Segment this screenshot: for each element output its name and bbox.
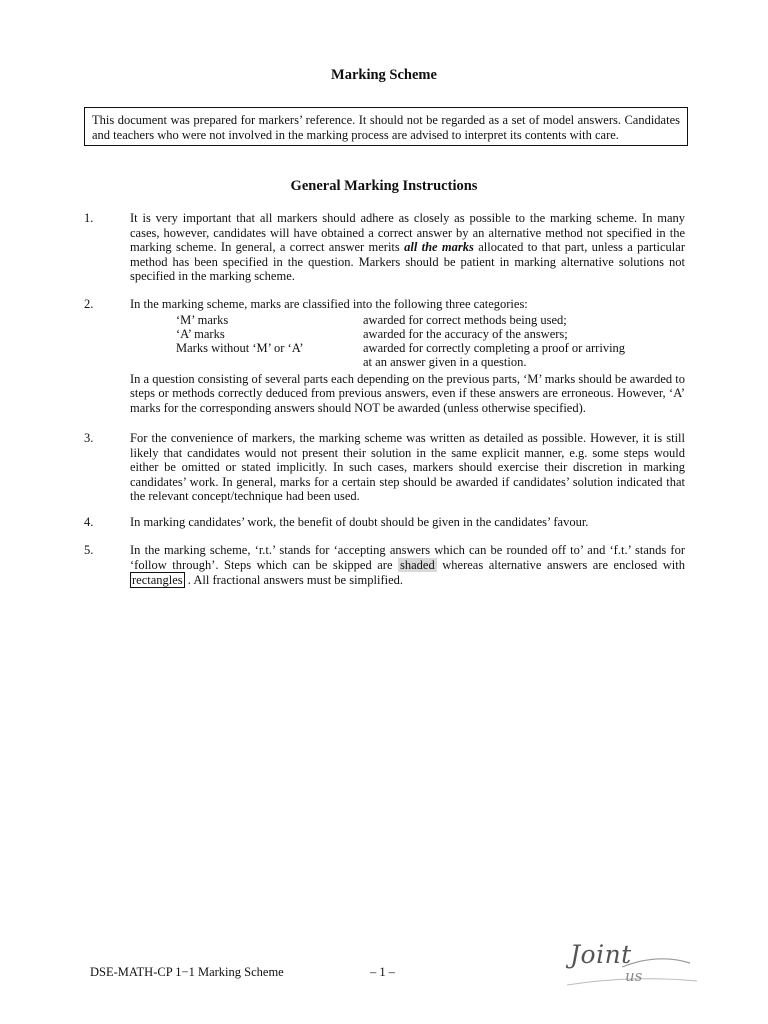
- item-text: For the convenience of markers, the marking scheme was written as detailed as possible. However, it is still likely that candidates would not present their solution in the same explicit manner, e.g. some steps would either be omitted or stated implicitly. In such cases, markers should exercise their discretion in marking candidates’ work. In general, marks for a certain step should be awarded if candidates’ solution indicated that the relevant concept/technique had been used.: [130, 431, 685, 503]
- category-label: ‘M’ marks: [176, 312, 229, 327]
- category-row: [176, 313, 696, 327]
- item-text: [130, 297, 685, 415]
- item-number: 4.: [84, 515, 94, 529]
- category-desc: awarded for correct methods being used;: [363, 312, 567, 327]
- category-desc: awarded for correctly completing a proof or arriving: [363, 340, 626, 355]
- category-row: [176, 327, 696, 341]
- logo-sub-text: us: [625, 967, 643, 985]
- category-row: [176, 341, 696, 355]
- boxed-example: rectangles: [132, 573, 183, 587]
- item-intro: In the marking scheme, marks are classified into the following three categories:: [130, 297, 528, 311]
- item-number: 5.: [84, 543, 94, 557]
- item-paragraph: In a question consisting of several parts each depending on the previous parts, ‘M’ marks should be awarded to steps or methods correctly deduced from previous answers, even if these answers are erroneous. However, ‘A’ marks for the corresponding answers should NOT be awarded (unless otherwise specified).: [130, 371, 685, 415]
- category-desc: awarded for the accuracy of the answers;: [363, 326, 568, 341]
- emphasis-text: all the marks: [404, 240, 474, 254]
- category-label: ‘A’ marks: [176, 326, 225, 341]
- shaded-example: shaded: [400, 558, 435, 572]
- category-desc: at an answer given in a question.: [363, 354, 527, 369]
- item-text: In the marking scheme, ‘r.t.’ stands for ‘accepting answers which can be rounded off to’ and ‘f.t.’ stands for ‘follow through’. Steps which can be skipped are shaded whereas alternative answers are enclosed with rectangles . All fractional answers must be simplified.: [130, 543, 685, 587]
- logo-main-text: Joint: [570, 940, 632, 969]
- item-number: 2.: [84, 297, 94, 311]
- jointus-logo: [562, 940, 702, 995]
- item-text: In marking candidates’ work, the benefit of doubt should be given in the candidates’ favour.: [130, 515, 589, 529]
- category-row: [176, 355, 696, 369]
- page-number: – 1 –: [370, 965, 395, 979]
- section-heading: General Marking Instructions: [290, 178, 478, 194]
- item-number: 3.: [84, 431, 94, 445]
- mark-categories: [130, 312, 685, 370]
- page-title: Marking Scheme: [331, 67, 437, 83]
- item-number: 1.: [84, 211, 94, 225]
- item-text: It is very important that all markers should adhere as closely as possible to the marking scheme. In many cases, however, candidates will have obtained a correct answer by an alternative method not specified in the marking scheme. In general, a correct answer merits all the marks allocated to that part, unless a particular method has been specified in the question. Markers should be patient in marking alternative solutions not specified in the marking scheme.: [130, 211, 685, 283]
- category-label: Marks without ‘M’ or ‘A’: [176, 340, 304, 355]
- disclaimer-box: This document was prepared for markers’ reference. It should not be regarded as a set of model answers. Candidates and teachers who were not involved in the marking process are advised to interpret its contents with care.: [84, 107, 688, 146]
- footer-document-code: DSE-MATH-CP 1−1 Marking Scheme: [90, 965, 284, 979]
